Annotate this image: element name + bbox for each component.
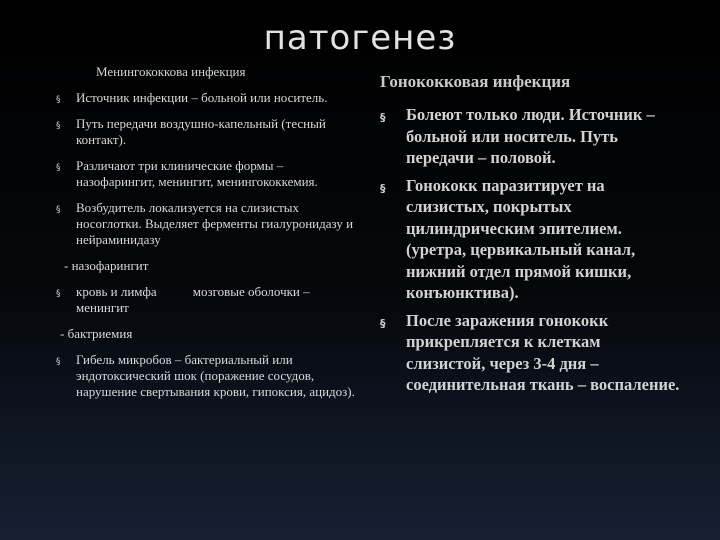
bullet-icon: §: [56, 163, 61, 173]
slide-title: патогенез: [263, 18, 457, 58]
bullet-icon: §: [56, 357, 61, 367]
left-item-text: Возбудитель локализуется на слизистых носоглотки. Выделяет ферменты гиалуронидазу и нейраминидазу: [76, 200, 354, 247]
left-list-item: [56, 200, 356, 248]
bullet-icon: §: [56, 289, 61, 299]
nasopharyngitis-line: - назофарингит: [64, 258, 149, 273]
left-item-text: Путь передачи воздушно-капельный (тесный контакт).: [76, 116, 326, 147]
left-item-text-b: мозговые оболочки – менингит: [76, 284, 310, 315]
left-item-text: Различают три клинические формы –назофарингит, менингит, менингококкемия.: [76, 158, 318, 189]
left-item-text-a: кровь и лимфа: [76, 284, 157, 299]
right-list-item: [380, 104, 680, 169]
left-heading: Менингококкова инфекция: [96, 64, 246, 79]
left-list-item: [56, 284, 356, 316]
bullet-icon: §: [380, 316, 386, 330]
left-list-item: [56, 158, 356, 190]
right-item-text: После заражения гонококк прикрепляется к клеткам слизистой, через 3-4 дня – соединительная ткань – воспаление.: [406, 310, 680, 394]
right-item-text: Болеют только люди. Источник – больной или носитель. Путь передачи – половой.: [406, 105, 655, 167]
left-item-text: Гибель микробов – бактериальный или эндотоксический шок (поражение сосудов, нарушение свертывания крови, гипоксия, ацидоз).: [76, 352, 355, 399]
right-heading: Гонококковая инфекция: [380, 72, 571, 91]
bacteremia-line: - бактриемия: [60, 326, 133, 341]
right-list-item: [380, 310, 680, 396]
right-item-text: Гонококк паразитирует на слизистых, покрытых цилиндрическим эпителием. (уретра, цервикальный канал, нижний отдел прямой кишки, конъюнктива).: [406, 175, 636, 302]
bullet-icon: §: [56, 95, 61, 105]
left-column: [56, 64, 356, 410]
right-column: [380, 72, 680, 402]
left-list-item: [56, 352, 356, 400]
bullet-icon: §: [380, 111, 386, 124]
bullet-icon: §: [56, 121, 61, 131]
left-item-text: Источник инфекции – больной или носитель.: [76, 90, 328, 105]
right-list-item: [380, 175, 680, 304]
bullet-icon: §: [380, 181, 386, 195]
bullet-icon: §: [56, 205, 61, 215]
left-list-item: [56, 90, 356, 106]
left-list-item: [56, 116, 356, 148]
